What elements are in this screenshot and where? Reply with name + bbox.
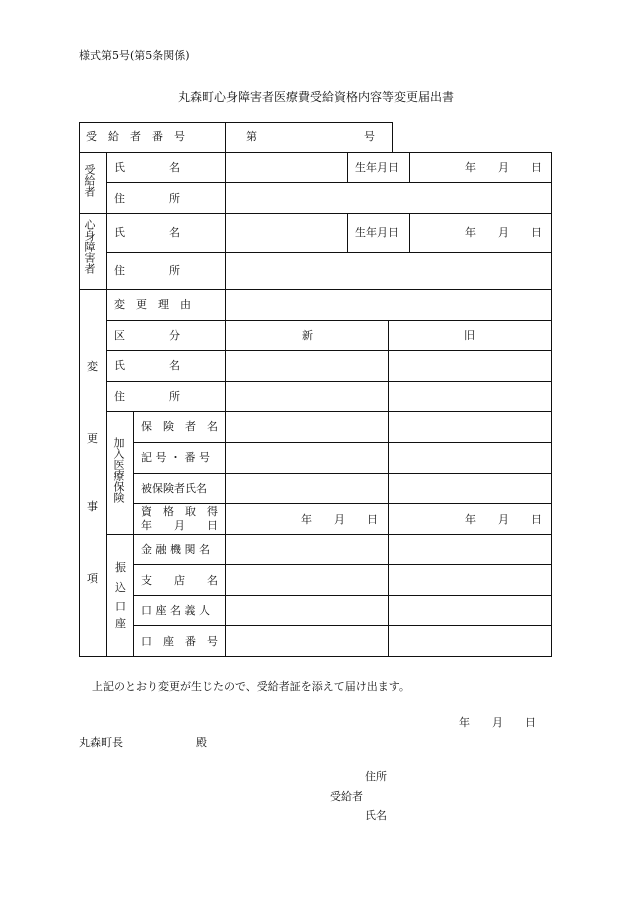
insurer-name-label: 保 険 者 名 (141, 420, 218, 433)
symbol-number-new-field[interactable] (227, 444, 386, 472)
transfer-group-char-2: 込 (115, 581, 126, 594)
insured-name-label: 被保険者氏名 (141, 482, 207, 495)
insurer-name-old-field[interactable] (390, 413, 549, 441)
change-group-char-3: 事 (87, 500, 98, 513)
bank-name-new-field[interactable] (227, 536, 386, 563)
number-prefix: 第 (246, 130, 257, 143)
account-holder-label: 口 座 名 義 人 (141, 604, 210, 617)
addressee: 丸森町長 (79, 736, 123, 749)
account-number-new-field[interactable] (227, 627, 386, 655)
change-reason-label: 変 更 理 由 (114, 298, 191, 311)
branch-name-new-field[interactable] (227, 566, 386, 594)
change-group-char-4: 項 (87, 572, 98, 585)
recipient-number-label: 受 給 者 番 号 (86, 130, 185, 143)
disabled-birthdate-label: 生年月日 (355, 226, 399, 239)
branch-name-label: 支 店 名 (141, 574, 218, 587)
form-title: 丸森町心身障害者医療費受給資格内容等変更届出書 (178, 90, 455, 104)
recipient-birthdate-field[interactable]: 年 月 日 (465, 161, 542, 174)
transfer-group-char-4: 座 (115, 617, 126, 630)
disabled-name-label: 氏 名 (114, 226, 180, 239)
bank-name-old-field[interactable] (390, 536, 549, 563)
old-column-header: 旧 (464, 329, 475, 342)
transfer-group-char-1: 振 (115, 561, 126, 574)
insurance-group-label: 加入医療保険 (112, 437, 125, 503)
honorific: 殿 (196, 736, 207, 749)
recipient-address-field[interactable] (227, 184, 549, 212)
account-number-label: 口 座 番 号 (141, 635, 218, 648)
bank-name-label: 金 融 機 関 名 (141, 543, 210, 556)
recipient-name-label: 氏 名 (114, 161, 180, 174)
recipient-address-label: 住 所 (114, 192, 180, 205)
transfer-group-char-3: 口 (115, 600, 126, 613)
applicant-name-field[interactable] (395, 807, 545, 823)
number-suffix: 号 (364, 130, 375, 143)
change-name-old-field[interactable] (390, 352, 549, 380)
change-address-new-field[interactable] (227, 383, 386, 410)
account-holder-old-field[interactable] (390, 597, 549, 624)
symbol-number-label: 記 号 ・ 番 号 (141, 451, 210, 464)
change-name-label: 氏 名 (114, 359, 180, 372)
disabled-group-label: 心身障害者 (83, 219, 96, 274)
statement-text: 上記のとおり変更が生じたので、受給者証を添えて届け出ます。 (92, 680, 410, 693)
change-address-label: 住 所 (114, 390, 180, 403)
recipient-number-field[interactable] (258, 124, 358, 151)
applicant-address-field[interactable] (395, 768, 545, 784)
change-name-new-field[interactable] (227, 352, 386, 380)
disabled-address-label: 住 所 (114, 264, 180, 277)
account-number-old-field[interactable] (390, 627, 549, 655)
insured-name-old-field[interactable] (390, 475, 549, 502)
category-label: 区 分 (114, 329, 180, 342)
recipient-group-label: 受給者 (83, 164, 96, 197)
new-column-header: 新 (302, 329, 313, 342)
disabled-name-field[interactable] (227, 215, 345, 251)
applicant-address-label: 住所 (365, 770, 387, 783)
change-reason-field[interactable] (227, 291, 549, 319)
insurer-name-new-field[interactable] (227, 413, 386, 441)
change-address-old-field[interactable] (390, 383, 549, 410)
symbol-number-old-field[interactable] (390, 444, 549, 472)
recipient-birthdate-label: 生年月日 (355, 161, 399, 174)
submission-date-field[interactable]: 年 月 日 (459, 716, 536, 729)
qualification-label-line1: 資 格 取 得 (141, 505, 218, 518)
applicant-name-label: 氏名 (365, 809, 387, 822)
insured-name-new-field[interactable] (227, 475, 386, 502)
qualification-label-line2: 年 月 日 (141, 519, 218, 532)
form-number: 様式第5号(第5条関係) (79, 49, 190, 62)
qualification-date-old-field[interactable]: 年 月 日 (465, 513, 542, 526)
account-holder-new-field[interactable] (227, 597, 386, 624)
disabled-address-field[interactable] (227, 254, 549, 288)
change-group-char-2: 更 (87, 432, 98, 445)
change-group-char-1: 変 (87, 360, 98, 373)
qualification-date-new-field[interactable]: 年 月 日 (301, 513, 378, 526)
branch-name-old-field[interactable] (390, 566, 549, 594)
applicant-label: 受給者 (330, 790, 363, 803)
disabled-birthdate-field[interactable]: 年 月 日 (465, 226, 542, 239)
recipient-name-field[interactable] (227, 154, 345, 181)
